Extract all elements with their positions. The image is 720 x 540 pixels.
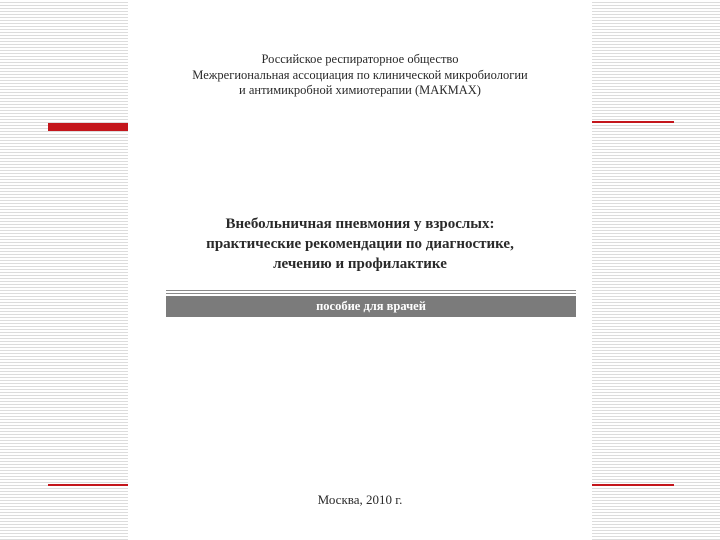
- title-divider-rule-2: [166, 293, 576, 294]
- red-accent-line-right-bottom: [592, 484, 674, 486]
- right-stripe-background: [592, 0, 720, 540]
- title-line-1: Внебольничная пневмония у взрослых:: [225, 216, 495, 232]
- publication-place-year: Москва, 2010 г.: [317, 492, 403, 507]
- subtitle-band: пособие для врачей: [166, 296, 576, 317]
- red-accent-line-left-bottom: [48, 484, 128, 486]
- title-divider-rule: [166, 290, 576, 291]
- document-page: [128, 0, 592, 540]
- document-title: [128, 214, 592, 274]
- title-line-2: практические рекомендации по диагностике,: [206, 236, 514, 252]
- header-line-3: и антимикробной химиотерапии (МАКМАХ): [239, 83, 481, 97]
- header-line-1: Российское респираторное общество: [261, 52, 459, 66]
- title-line-3: лечению и профилактике: [273, 256, 447, 272]
- red-accent-line-right-top: [592, 121, 674, 123]
- left-stripe-background: [0, 0, 128, 540]
- red-accent-bar-left: [48, 123, 128, 131]
- organization-header: [128, 52, 592, 99]
- header-line-2: Межрегиональная ассоциация по клинической микробиологии: [192, 67, 528, 82]
